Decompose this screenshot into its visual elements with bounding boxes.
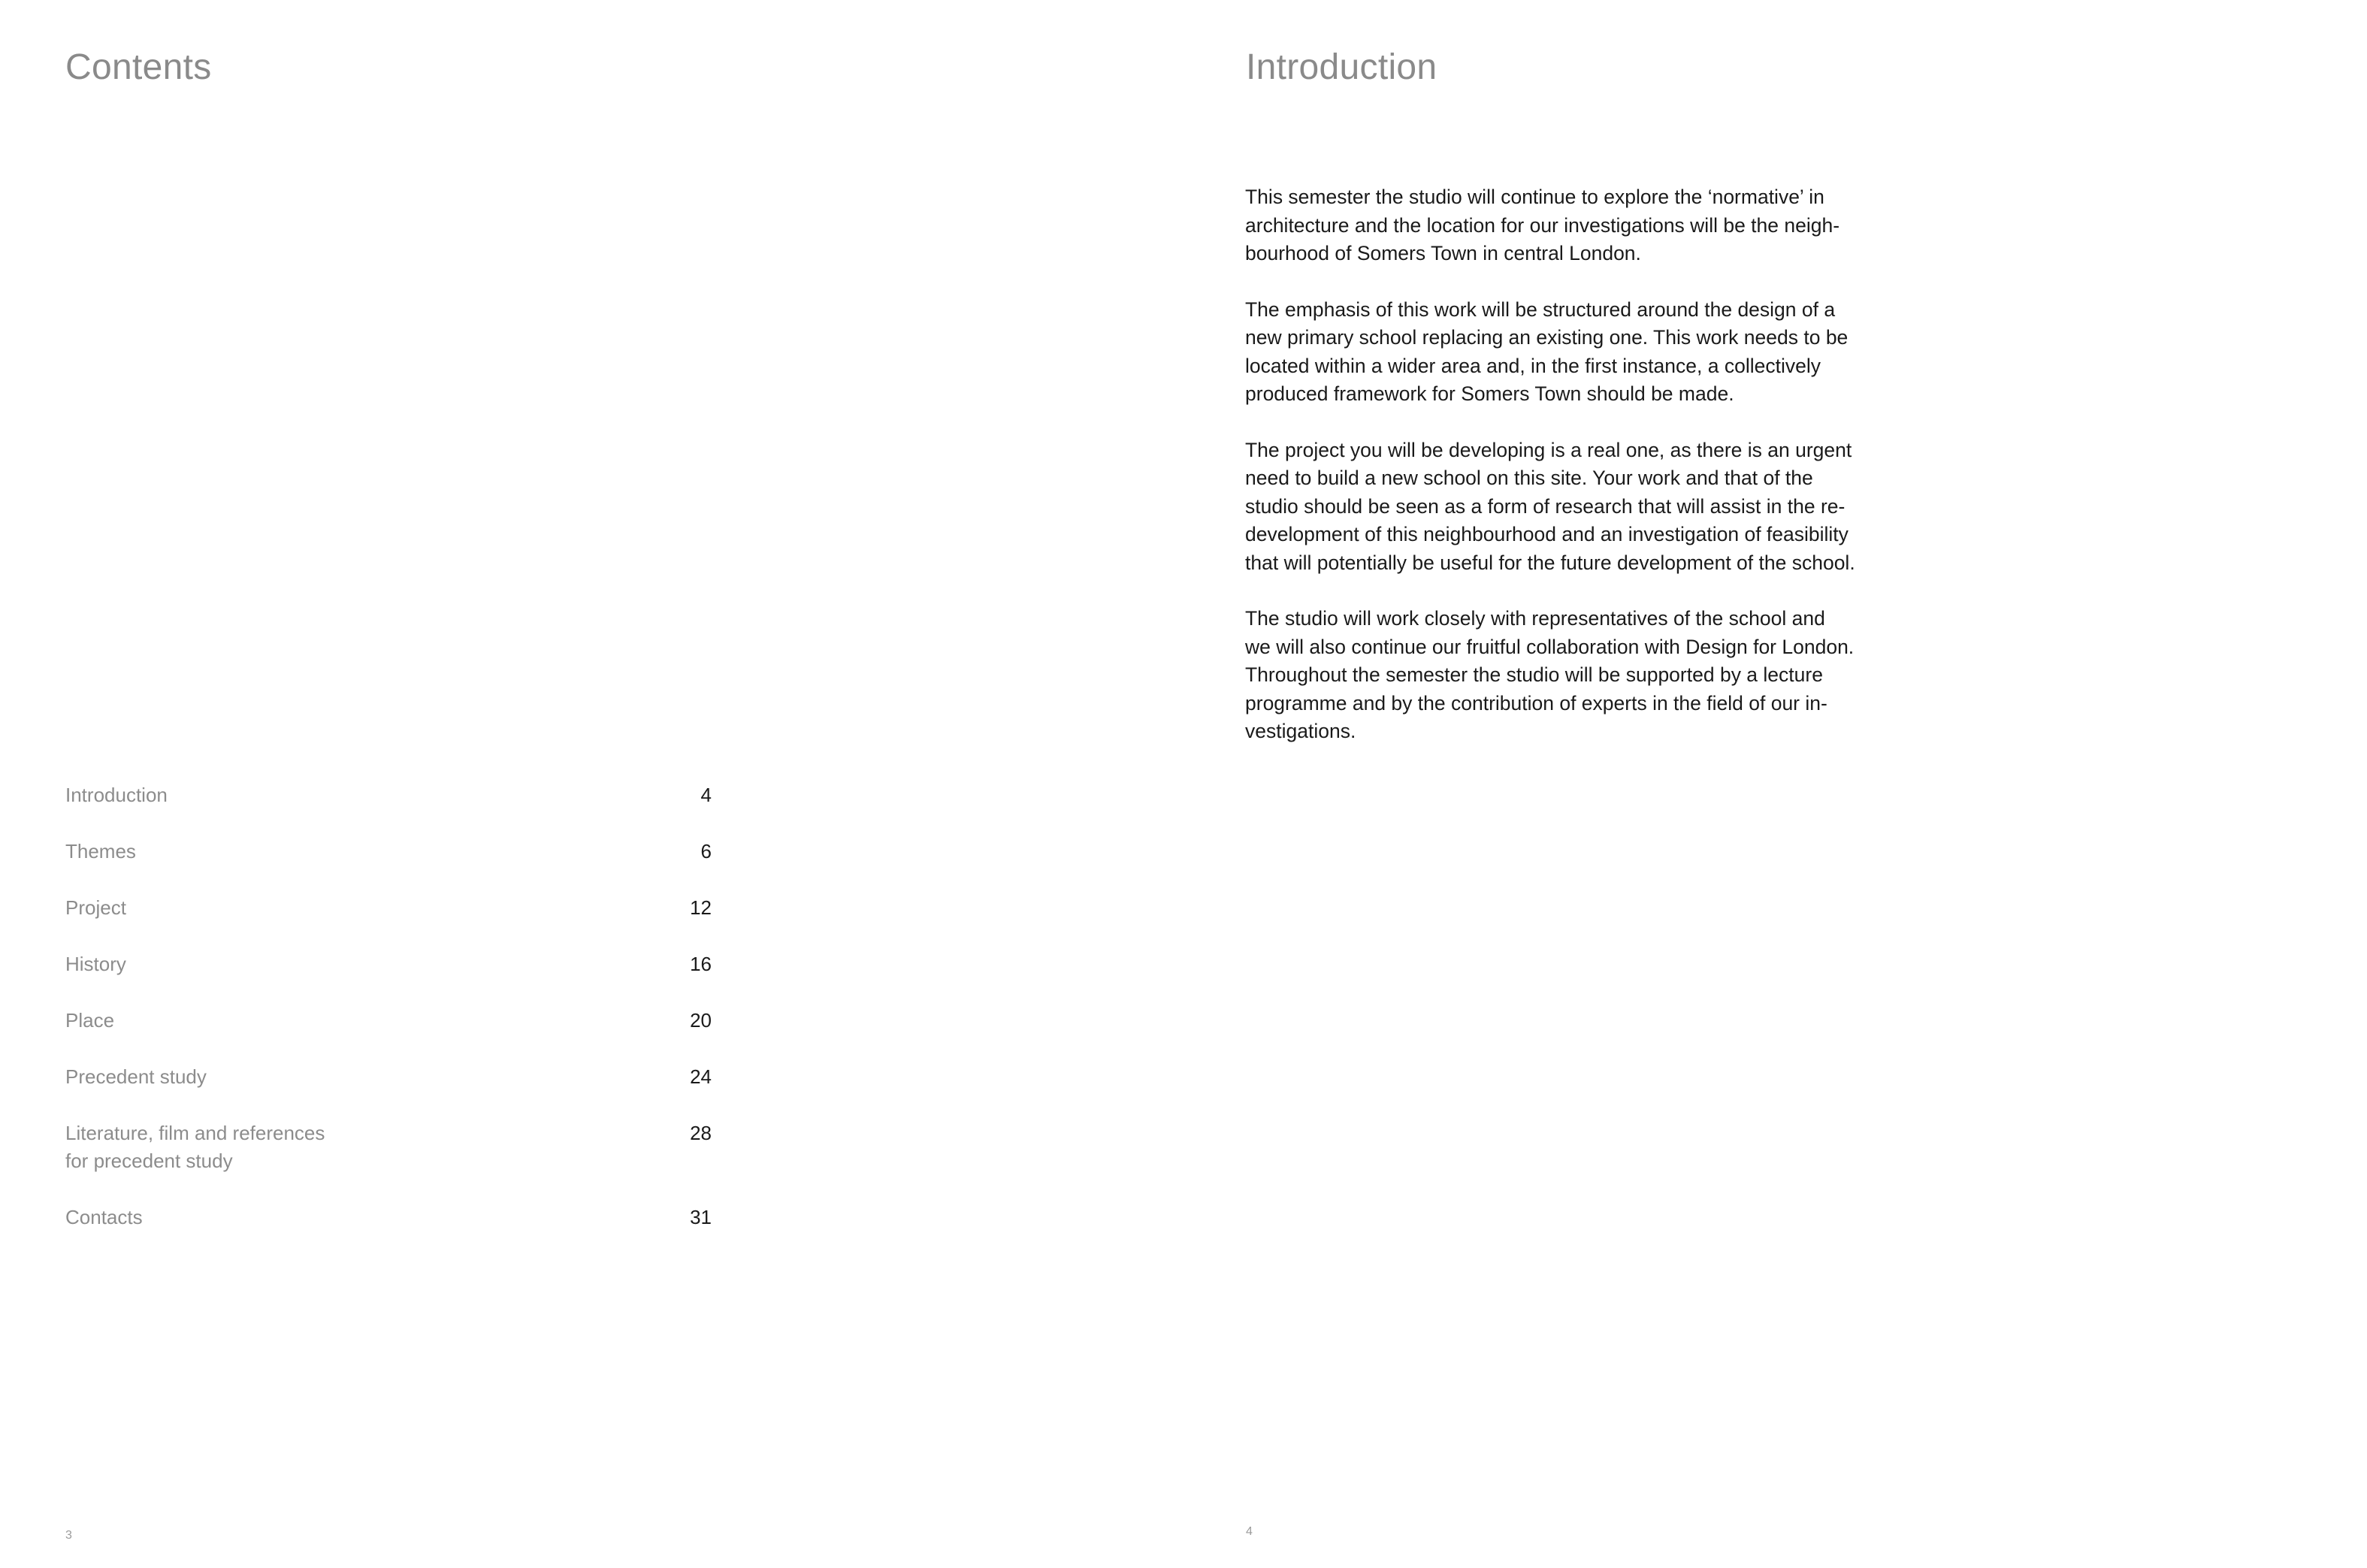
toc-item-themes[interactable] [65,838,712,894]
toc-item-title: Introduction [65,784,168,806]
toc-item-title: Literature, film and references for precedent study [65,1122,325,1172]
introduction-body [1245,183,1869,774]
toc-item-page-number: 4 [700,784,712,806]
toc-item-history[interactable] [65,950,712,1007]
intro-paragraph: The project you will be developing is a real one, as there is an urgent need to build a new school on this site. Your work and that of the studio should be seen as a form of research that will assist in the re- development of this neighbourhood and an investigation of feasibility that will potentially be useful for the future development of the school. [1245,438,1855,574]
toc-item-literature[interactable] [65,1119,712,1204]
toc-item-page-number: 31 [690,1206,712,1228]
toc-item-contacts[interactable] [65,1204,712,1260]
toc-item-place[interactable] [65,1007,712,1063]
toc-item-title: Project [65,896,126,919]
toc-item-precedent-study[interactable] [65,1063,712,1119]
page-number-left: 3 [65,1529,72,1542]
contents-heading: Contents [65,47,212,87]
toc-item-title: Contacts [65,1206,143,1228]
toc-item-title: Themes [65,840,136,863]
toc-item-page-number: 16 [690,953,712,975]
toc-item-project[interactable] [65,894,712,950]
intro-paragraph: The emphasis of this work will be structured around the design of a new primary school replacing an existing one. This work needs to be located within a wider area and, in the first instance, a collectively produced framework for Somers Town should be made. [1245,298,1849,405]
table-of-contents [65,781,712,1260]
toc-item-page-number: 6 [700,840,712,863]
introduction-heading: Introduction [1246,47,1437,87]
toc-item-page-number: 28 [690,1122,712,1144]
introduction-page [1184,0,2367,1568]
toc-item-page-number: 24 [690,1065,712,1088]
intro-paragraph: This semester the studio will continue to explore the ‘normative’ in architecture and the location for our investigations will be the neigh- bourhood of Somers Town in central London. [1245,186,1840,264]
toc-item-introduction[interactable] [65,781,712,838]
toc-item-title: History [65,953,126,975]
toc-item-title: Place [65,1009,115,1032]
toc-item-page-number: 20 [690,1009,712,1032]
toc-item-title: Precedent study [65,1065,207,1088]
page-number-right: 4 [1246,1525,1253,1538]
toc-item-page-number: 12 [690,896,712,919]
intro-paragraph: The studio will work closely with representatives of the school and we will also continue our fruitful collaboration with Design for London. Throughout the semester the studio will be supported by a lecture programme and by the contribution of experts in the field of our in- vestigations. [1245,607,1855,742]
